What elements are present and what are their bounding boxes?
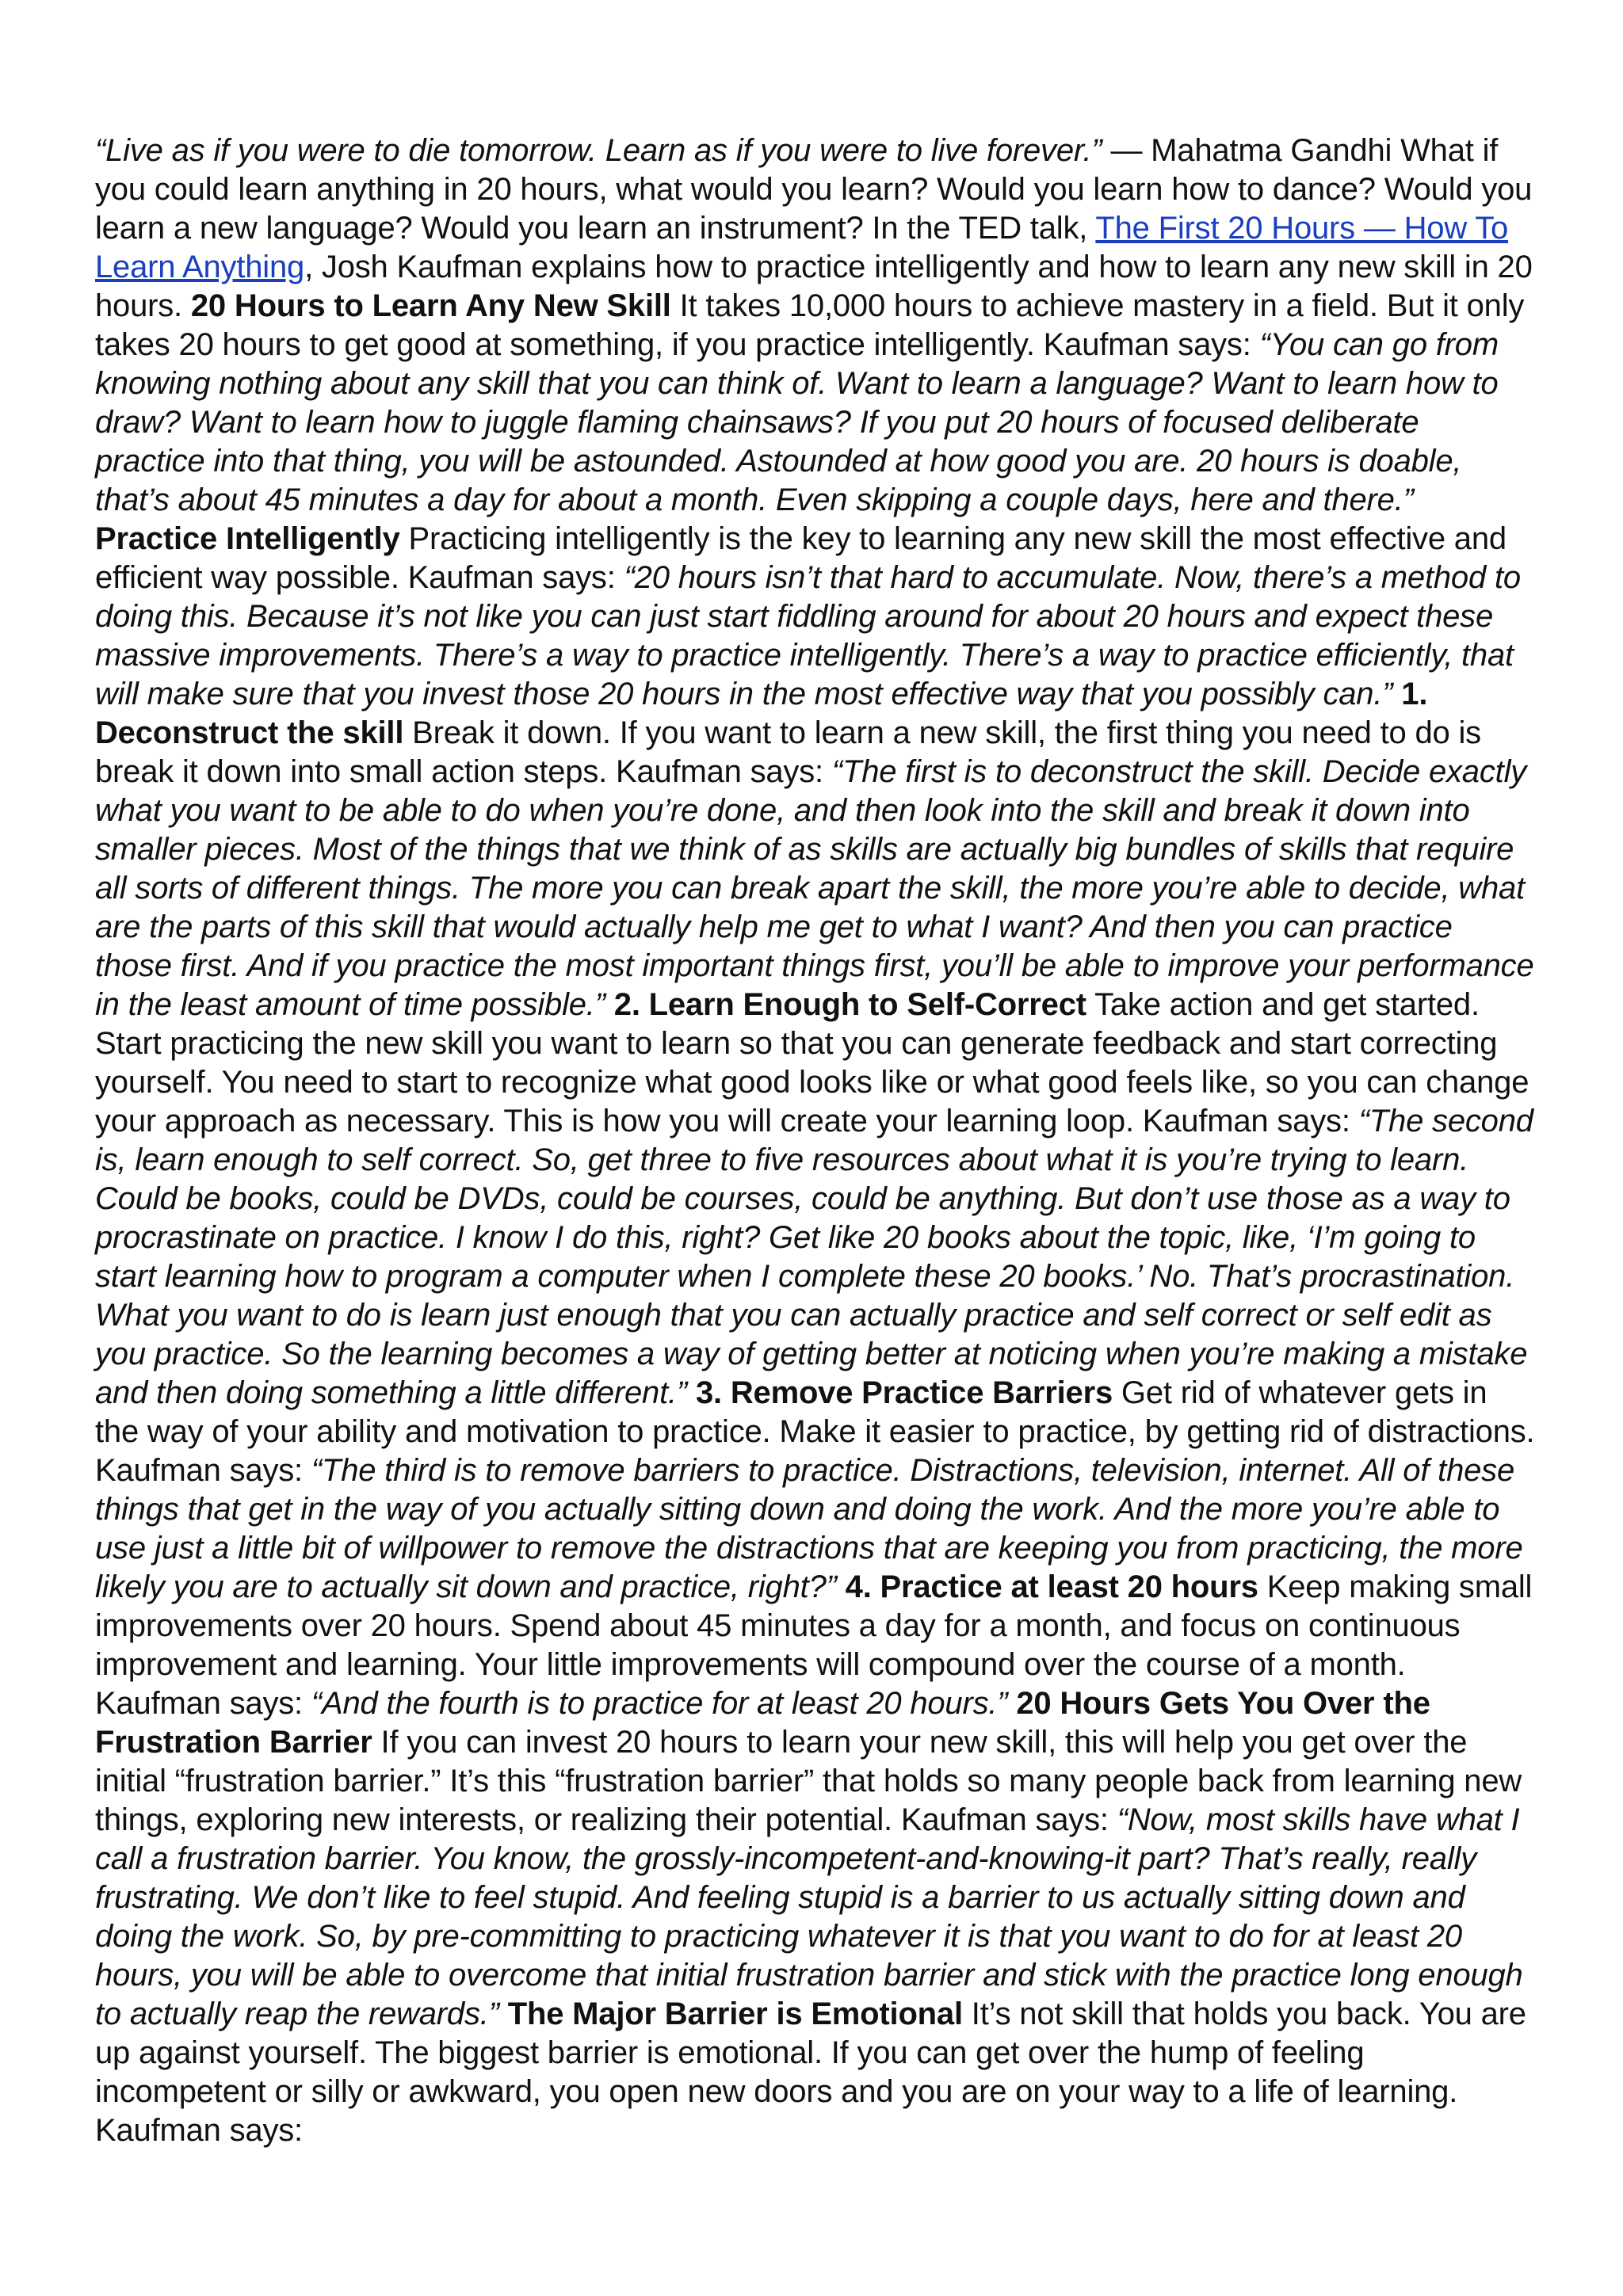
spacer (687, 1375, 696, 1410)
kaufman-quote: “The second is, learn enough to self correct. So, get three to five resources about what it is you’re trying to learn. Could be books, could be DVDs, could be courses, could be anything. But don’t use those as a way to procrastinate on practice. I know I do this, right? Get like 20 books about the topic, like, ‘I’m going to start learning how to program a computer when I complete these 20 books.’ No. That’s procrastination. What you want to do is learn just enough that you can actually practice and self correct or self edit as you practice. So the learning becomes a way of getting better at noticing when you’re making a mistake and then doing something a little different.” (95, 1104, 1533, 1410)
heading-practice-20-hours: 4. Practice at least 20 hours (845, 1569, 1258, 1604)
heading-practice-intelligently: Practice Intelligently (95, 521, 400, 556)
body-text: Keep making small improvements over 20 hours. Spend about 45 minutes a day for a month, and focus on continuous improvement and learning. Your little improvements will compound over the course of a month. Kaufman says: (95, 1569, 1533, 1721)
spacer (1007, 1686, 1016, 1721)
heading-emotional-barrier: The Major Barrier is Emotional (507, 1997, 963, 2031)
body-text: It’s not skill that holds you back. You are up against yourself. The biggest barrier is emotional. If you can get over the hump of feeling incompetent or silly or awkward, you open new doors and you are on your way to a life of learning. Kaufman says: (95, 1997, 1526, 2148)
kaufman-quote: “20 hours isn’t that hard to accumulate. Now, there’s a method to doing this. Because it’s not like you can just start fiddling around for about 20 hours and expect these massive improvements. There’s a way to practice intelligently. There’s a way to practice efficiently, that will make sure that you invest those 20 hours in the most effective way that you possibly can.” (95, 560, 1521, 711)
heading-deconstruct-skill: 1. Deconstruct the skill (95, 677, 1428, 750)
kaufman-quote: “You can go from knowing nothing about any skill that you can think of. Want to learn a language? Want to learn how to draw? Want to learn how to juggle flaming chainsaws? If you put 20 hours of focused deliberate practice into that thing, you will be astounded. Astounded at how good you are. 20 hours is doable, that’s about 45 minutes a day for about a month. Even skipping a couple days, here and there.” (95, 327, 1499, 517)
body-text: Get rid of whatever gets in the way of your ability and motivation to practice. Make it easier to practice, by getting rid of distractions. Kaufman says: (95, 1375, 1535, 1488)
spacer (837, 1569, 846, 1604)
gandhi-quote: “Live as if you were to die tomorrow. Learn as if you were to live forever.” (95, 133, 1102, 168)
heading-self-correct: 2. Learn Enough to Self-Correct (613, 987, 1086, 1022)
spacer (499, 1997, 508, 2031)
article-paragraph (95, 132, 1536, 2150)
body-text: Break it down. If you want to learn a new skill, the first thing you need to do is break it down into small action steps. Kaufman says: (95, 715, 1481, 789)
body-text: Practicing intelligently is the key to learning any new skill the most effective and efficient way possible. Kaufman says: (95, 521, 1507, 595)
body-text: Take action and get started. Start practicing the new skill you want to learn so that you can generate feedback and start correcting yourself. You need to start to recognize what good looks like or what good feels like, so you can change your approach as necessary. This is how you will create your learning loop. Kaufman says: (95, 987, 1529, 1138)
body-text: — Mahatma Gandhi What if you could learn anything in 20 hours, what would you learn? Would you learn how to dance? Would you learn a new language? Would you learn an instrument? In the TED talk, (95, 133, 1533, 246)
body-text: If you can invest 20 hours to learn your new skill, this will help you get over the initial “frustration barrier.” It’s this “frustration barrier” that holds so many people back from learning new things, exploring new interests, or realizing their potential. Kaufman says: (95, 1725, 1522, 1837)
heading-remove-barriers: 3. Remove Practice Barriers (695, 1375, 1113, 1410)
article-body (95, 132, 1536, 2150)
spacer (605, 987, 614, 1022)
ted-talk-link[interactable]: The First 20 Hours — How To Learn Anything (95, 211, 1509, 284)
kaufman-quote: “And the fourth is to practice for at least 20 hours.” (311, 1686, 1008, 1721)
body-text: , Josh Kaufman explains how to practice intelligently and how to learn any new skill in 20 hours. (95, 250, 1533, 323)
heading-frustration-barrier: 20 Hours Gets You Over the Frustration Barrier (95, 1686, 1430, 1760)
heading-20-hours-any-skill: 20 Hours to Learn Any New Skill (190, 288, 671, 323)
kaufman-quote: “The first is to deconstruct the skill. Decide exactly what you want to be able to do when you’re done, and then look into the skill and break it down into smaller pieces. Most of the things that we think of as skills are actually big bundles of skills that require all sorts of different things. The more you can break apart the skill, the more you’re able to decide, what are the parts of this skill that would actually help me get to what I want? And then you can practice those first. And if you practice the most important things first, you’ll be able to improve your performance in the least amount of time possible.” (95, 754, 1534, 1022)
kaufman-quote: “The third is to remove barriers to practice. Distractions, television, internet. All of these things that get in the way of you actually sitting down and doing the work. And the more you’re able to use just a little bit of willpower to remove the distractions that are keeping you from practicing, the more likely you are to actually sit down and practice, right?” (95, 1453, 1523, 1604)
spacer (1392, 677, 1401, 711)
kaufman-quote: “Now, most skills have what I call a frustration barrier. You know, the grossly-incompetent-and-knowing-it part? That’s really, really frustrating. We don’t like to feel stupid. And feeling stupid is a barrier to us actually sitting down and doing the work. So, by pre-committing to practicing whatever it is that you want to do for at least 20 hours, you will be able to overcome that initial frustration barrier and stick with the practice long enough to actually reap the rewards.” (95, 1802, 1523, 2031)
body-text: It takes 10,000 hours to achieve mastery in a field. But it only takes 20 hours to get good at something, if you practice intelligently. Kaufman says: (95, 288, 1525, 362)
